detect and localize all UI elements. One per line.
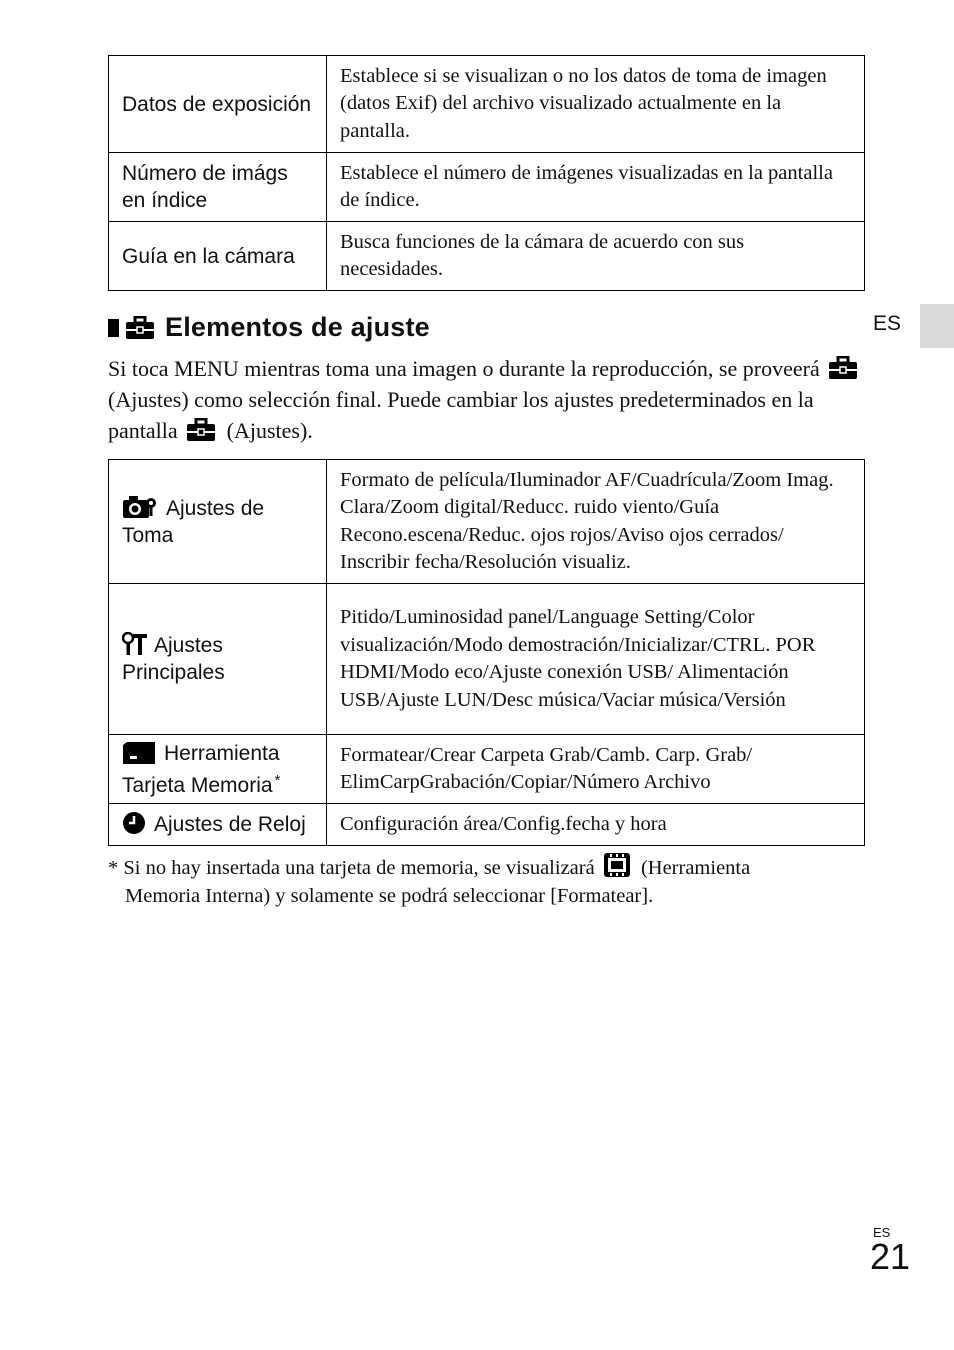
- table-row: [109, 153, 865, 222]
- settings-category: [109, 804, 327, 846]
- setting-label: Guía en la cámara: [109, 222, 327, 291]
- camera-settings-icon: [122, 495, 158, 519]
- section-heading: [108, 312, 430, 343]
- table-row: [109, 222, 865, 291]
- category-label: Ajustes de Toma: [122, 496, 265, 547]
- settings-category: [109, 460, 327, 584]
- settings-items-table: [108, 459, 865, 846]
- category-items: Pitido/Luminosidad panel/Language Setting/Color visualización/Modo demostración/Inicializar/CTRL. POR HDMI/Modo eco/Ajuste conexión USB/ Alimentación USB/Ajuste LUN/Desc música/Vaciar música/Versión: [327, 584, 865, 735]
- display-settings-table: [108, 55, 865, 291]
- category-items: Configuración área/Config.fecha y hora: [327, 804, 865, 846]
- internal-memory-icon: [603, 852, 631, 878]
- settings-category: [109, 735, 327, 804]
- intro-text: Si toca MENU mientras toma una imagen o durante la reproducción, se proveerá: [108, 356, 820, 381]
- page-language: ES: [873, 1225, 891, 1240]
- table-row: [109, 56, 865, 153]
- setting-label: Datos de exposición: [109, 56, 327, 153]
- category-label: Ajustes de Reloj: [154, 813, 306, 836]
- setting-description: Busca funciones de la cámara de acuerdo con sus necesidades.: [327, 222, 865, 291]
- table-row: [109, 735, 865, 804]
- footnote-marker: *: [274, 771, 281, 789]
- toolbox-icon: [125, 316, 155, 340]
- category-label: Herramienta Tarjeta Memoria: [122, 741, 280, 797]
- category-label: Ajustes Principales: [122, 634, 225, 684]
- settings-category: [109, 584, 327, 735]
- intro-text: (Ajustes) como selección final. Puede cambiar los ajustes predeterminados en la pantalla: [108, 387, 814, 443]
- heading-marker: [108, 319, 119, 337]
- table-row: [109, 460, 865, 584]
- page-number: 21: [870, 1236, 911, 1277]
- intro-text: (Ajustes).: [226, 418, 313, 443]
- section-title: Elementos de ajuste: [165, 312, 430, 342]
- setting-description: Establece el número de imágenes visualizadas en la pantalla de índice.: [327, 153, 865, 222]
- toolbox-icon: [828, 356, 858, 380]
- category-items: Formatear/Crear Carpeta Grab/Camb. Carp. Grab/ ElimCarpGrabación/Copiar/Número Archivo: [327, 735, 865, 804]
- memory-card-icon: [122, 742, 156, 764]
- footnote-text: (Herramienta: [640, 857, 751, 879]
- footnote-text: Memoria Interna) y solamente se podrá seleccionar [Formatear].: [125, 885, 654, 907]
- footnote: [108, 852, 868, 910]
- wrench-icon: [122, 632, 148, 656]
- clock-icon: [122, 811, 146, 835]
- setting-label: Número de imágs en índice: [109, 153, 327, 222]
- footnote-text: * Si no hay insertada una tarjeta de memoria, se visualizará: [108, 857, 595, 879]
- table-row: [109, 804, 865, 846]
- language-label: ES: [873, 312, 902, 335]
- setting-description: Establece si se visualizan o no los datos de toma de imagen (datos Exif) del archivo visualizado actualmente en la pantalla.: [327, 56, 865, 153]
- table-row: [109, 584, 865, 735]
- language-side-tab: [920, 304, 954, 348]
- toolbox-icon: [186, 418, 216, 442]
- intro-paragraph: [108, 353, 868, 446]
- category-items: Formato de película/Iluminador AF/Cuadrícula/Zoom Imag. Clara/Zoom digital/Reducc. ruido viento/Guía Recono.escena/Reduc. ojos rojos/Aviso ojos cerrados/ Inscribir fecha/Resolución visualiz.: [327, 460, 865, 584]
